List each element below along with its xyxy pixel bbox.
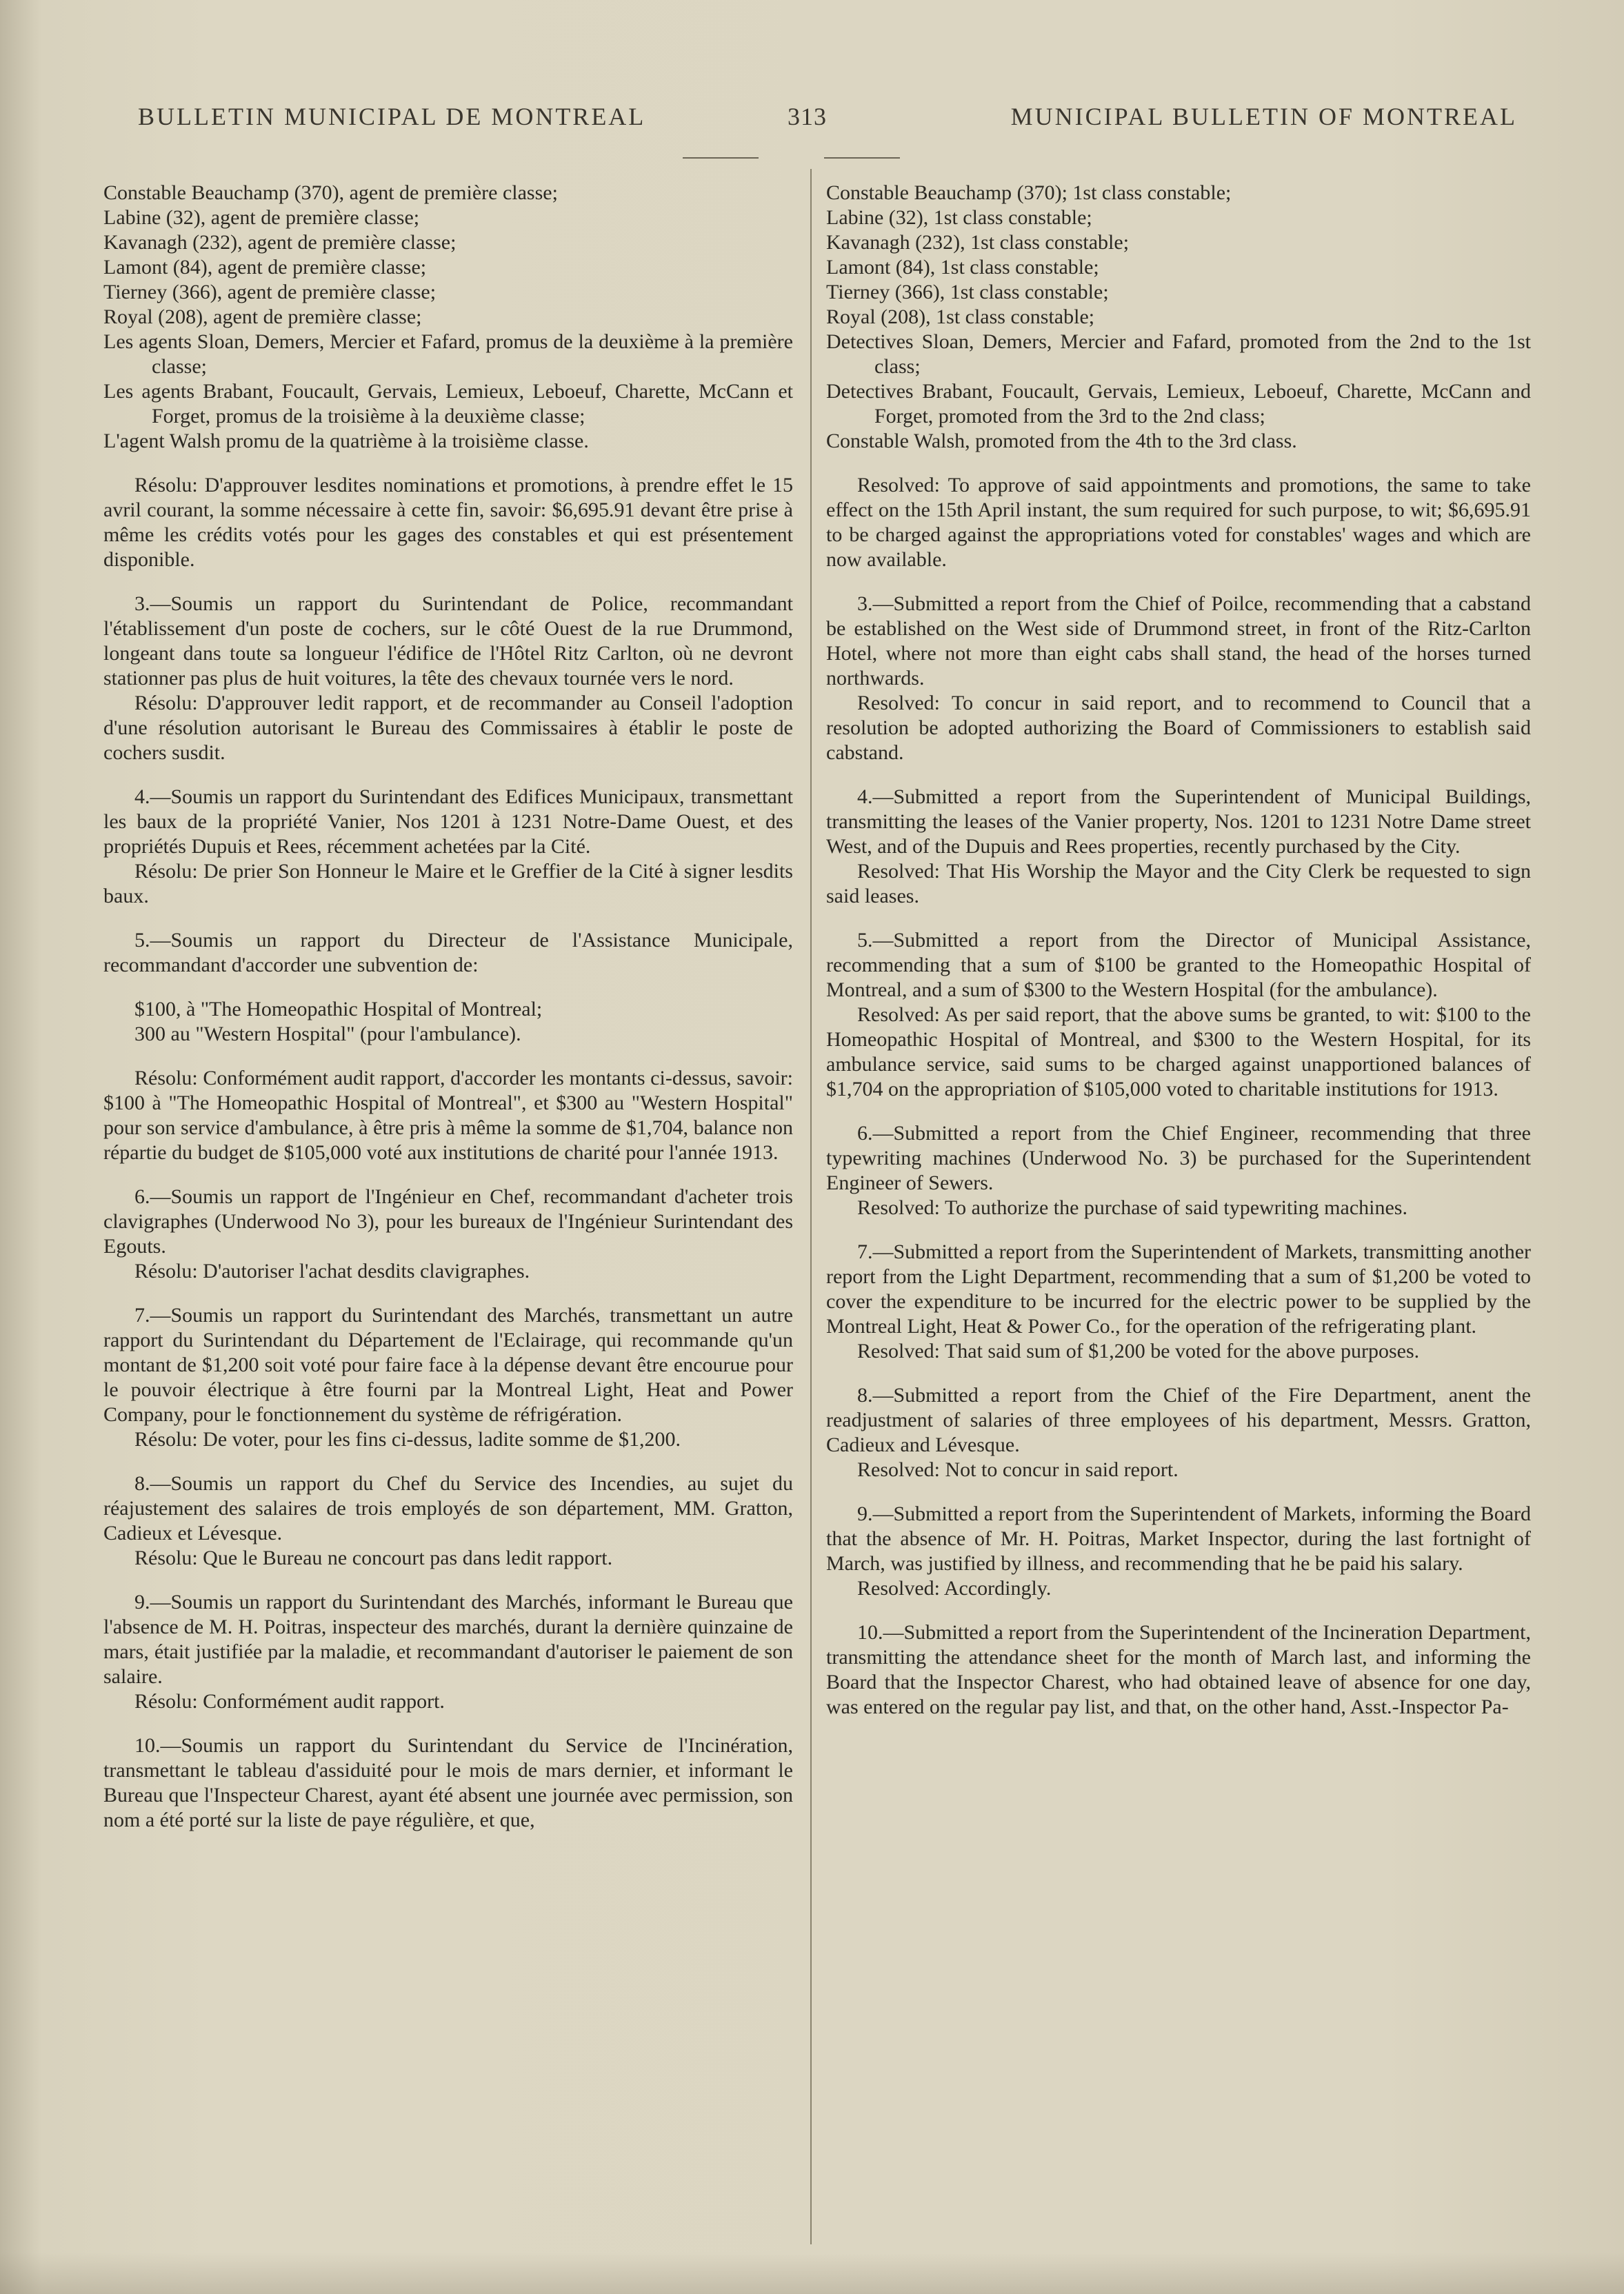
french-paragraph: $100, à "The Homeopathic Hospital of Montreal; [134,998,543,1020]
english-paragraph: Resolved: As per said report, that the above sums be granted, to wit: $100 to the Homeopathic Hospital of Montreal, and $300 to the Western Hospital, for its ambulance service, said sums to be charged against unapportioned balances of $1,704 on the appropriation of $105,000 voted to charitable institutions for 1913. [826,1003,1531,1100]
french-paragraph: 6.—Soumis un rapport de l'Ingénieur en Chef, recommandant d'acheter trois clavigraphes (Underwood No 3), pour les bureaux de l'Ingénieur Surintendant des Egouts. [103,1185,793,1258]
french-spacer [103,1284,793,1303]
french-paragraph: Les agents Sloan, Demers, Mercier et Fafard, promus de la deuxième à la première classe; [103,330,793,378]
english-paragraph: 3.—Submitted a report from the Chief of Poilce, recommending that a cabstand be established on the West side of Drummond street, in front of the Ritz-Carlton Hotel, where not more than eight cabs shall stand, the head of the horses turned northwards. [826,592,1531,690]
french-paragraph: 9.—Soumis un rapport du Surintendant des Marchés, informant le Bureau que l'absence de M. H. Poitras, inspecteur des marchés, durant la dernière quinzaine de mars, était justifiée par la maladie, et recommandant d'autoriser le paiement de son salaire. [103,1591,793,1688]
english-spacer [826,1220,1531,1240]
english-spacer [826,1364,1531,1383]
english-paragraph: 9.—Submitted a report from the Superintendent of Markets, informing the Board that the absence of Mr. H. Poitras, Market Inspector, during the last fortnight of March, was justified by illness, and recommending that he be paid his salary. [826,1502,1531,1575]
english-paragraph: Constable Beauchamp (370); 1st class constable; [826,181,1232,204]
french-spacer [103,572,793,592]
french-spacer [103,1571,793,1590]
french-column [103,181,793,1833]
french-paragraph: Résolu: Conformément audit rapport, d'accorder les montants ci-dessus, savoir: $100 à "The Homeopathic Hospital of Montreal", et $300 au "Western Hospital" pour son service d'ambulance, à être pris à même la somme de $1,704, balance non répartie du budget de $105,000 voté aux institutions de charité pour l'année 1913. [103,1067,793,1164]
english-spacer [826,1601,1531,1620]
header-french-title: BULLETIN MUNICIPAL DE MONTREAL [138,103,646,130]
english-paragraph: Tierney (366), 1st class constable; [826,281,1109,303]
page-bottom-edge [0,2253,1624,2294]
french-paragraph: Résolu: D'autoriser l'achat desdits clavigraphes. [134,1260,530,1282]
french-paragraph: Résolu: De voter, pour les fins ci-dessus, ladite somme de $1,200. [134,1428,681,1451]
french-paragraph: 10.—Soumis un rapport du Surintendant du Service de l'Incinération, transmettant le tableau d'assiduité pour le mois de mars dernier, et informant le Bureau que l'Inspecteur Charest, ayant été absent une journée avec permission, son nom a été porté sur la liste de paye régulière, et que, [103,1734,793,1831]
header-english-title: MUNICIPAL BULLETIN OF MONTREAL [1010,103,1517,130]
french-paragraph: Résolu: Conformément audit rapport. [134,1690,445,1713]
french-paragraph: Labine (32), agent de première classe; [103,206,420,229]
french-paragraph: Royal (208), agent de première classe; [103,305,422,328]
english-paragraph: Labine (32), 1st class constable; [826,206,1092,229]
column-divider [810,169,812,2244]
french-spacer [103,454,793,473]
french-paragraph: Tierney (366), agent de première classe; [103,281,437,303]
french-paragraph: Lamont (84), agent de première classe; [103,256,427,279]
french-paragraph: 8.—Soumis un rapport du Chef du Service des Incendies, au sujet du réajustement des salaires de trois employés de son département, MM. Gratton, Cadieux et Lévesque. [103,1472,793,1545]
english-column [826,181,1531,1720]
french-paragraph: Résolu: De prier Son Honneur le Maire et le Greffier de la Cité à signer lesdits baux. [103,860,793,907]
english-paragraph: Resolved: To approve of said appointments and promotions, the same to take effect on the 15th April instant, the sum required for such purpose, to wit; $6,695.91 to be charged against the appropriations voted for constables' wages and which are now available. [826,474,1531,571]
english-paragraph: Resolved: Accordingly. [857,1577,1052,1600]
french-spacer [103,1714,793,1733]
english-paragraph: Resolved: To concur in said report, and to recommend to Council that a resolution be adopted authorizing the Board of Commissioners to establish said cabstand. [826,692,1531,764]
english-paragraph: Resolved: That said sum of $1,200 be voted for the above purposes. [857,1340,1420,1362]
english-paragraph: 10.—Submitted a report from the Superintendent of the Incineration Department, transmitting the attendance sheet for the month of March last, and informing the Board that the Inspector Charest, who had obtained leave of absence for one day, was entered on the regular pay list, and that, on the other hand, Asst.-Inspector Pa- [826,1621,1531,1718]
english-paragraph: Constable Walsh, promoted from the 4th to the 3rd class. [826,430,1297,452]
header-rule-right [824,157,900,159]
french-spacer [103,1452,793,1471]
header-rule-left [683,157,759,159]
french-paragraph: Résolu: D'approuver lesdites nominations et promotions, à prendre effet le 15 avril courant, la somme nécessaire à cette fin, savoir: $6,695.91 devant être prise à même les crédits votés pour les gages des constables et qui est présentement disponible. [103,474,793,571]
french-spacer [103,978,793,997]
english-paragraph: Detectives Brabant, Foucault, Gervais, Lemieux, Leboeuf, Charette, McCann and Forget, promoted from the 3rd to the 2nd class; [826,380,1531,427]
english-paragraph: 5.—Submitted a report from the Director of Municipal Assistance, recommending that a sum of $100 be granted to the Homeopathic Hospital of Montreal, and a sum of $300 to the Western Hospital (for the ambulance). [826,929,1531,1001]
french-paragraph: 3.—Soumis un rapport du Surintendant de Police, recommandant l'établissement d'un poste de cochers, sur le côté Ouest de la rue Drummond, longeant dans toute sa longueur l'édifice de l'Hôtel Ritz Carlton, où ne devront stationner pas plus de huit voitures, la tête des chevaux tournée vers le nord. [103,592,793,690]
french-spacer [103,1047,793,1066]
french-paragraph: 5.—Soumis un rapport du Directeur de l'Assistance Municipale, recommandant d'accorder une subvention de: [103,929,793,976]
english-spacer [826,572,1531,592]
french-paragraph: Constable Beauchamp (370), agent de première classe; [103,181,558,204]
page-number: 313 [788,103,827,130]
french-paragraph: 4.—Soumis un rapport du Surintendant des Edifices Municipaux, transmettant les baux de la propriété Vanier, Nos 1201 à 1231 Notre-Dame Ouest, et des propriétés Dupuis et Rees, récemment achetées par la Cité. [103,785,793,858]
french-paragraph: 7.—Soumis un rapport du Surintendant des Marchés, transmettant un autre rapport du Surintendant du Département de l'Eclairage, qui recommande qu'un montant de $1,200 soit voté pour faire face à la dépense devant être encourue pour le pouvoir électrique à être fourni par la Montreal Light, Heat and Power Company, pour le fonctionnement du système de réfrigération. [103,1304,793,1426]
english-paragraph: Lamont (84), 1st class constable; [826,256,1099,279]
english-paragraph: Kavanagh (232), 1st class constable; [826,231,1130,254]
english-spacer [826,454,1531,473]
running-header [138,102,1517,137]
french-paragraph: 300 au "Western Hospital" (pour l'ambulance). [134,1023,521,1045]
french-spacer [103,909,793,928]
english-spacer [826,1102,1531,1121]
english-spacer [826,1482,1531,1502]
english-paragraph: 6.—Submitted a report from the Chief Engineer, recommending that three typewriting machines (Underwood No. 3) be purchased for the Superintendent Engineer of Sewers. [826,1122,1531,1194]
english-paragraph: 7.—Submitted a report from the Superintendent of Markets, transmitting another report from the Light Department, recommending that a sum of $1,200 be voted to cover the expenditure to be incurred for the electric power to be supplied by the Montreal Light, Heat & Power Co., for the operation of the refrigerating plant. [826,1240,1531,1338]
french-paragraph: Kavanagh (232), agent de première classe; [103,231,457,254]
english-paragraph: Detectives Sloan, Demers, Mercier and Fafard, promoted from the 2nd to the 1st class; [826,330,1531,378]
english-spacer [826,909,1531,928]
english-paragraph: Resolved: That His Worship the Mayor and the City Clerk be requested to sign said leases. [826,860,1531,907]
english-paragraph: 8.—Submitted a report from the Chief of the Fire Department, anent the readjustment of salaries of three employees of his department, Messrs. Gratton, Cadieux and Lévesque. [826,1384,1531,1456]
french-paragraph: Les agents Brabant, Foucault, Gervais, Lemieux, Leboeuf, Charette, McCann et Forget, promus de la troisième à la deuxième classe; [103,380,793,427]
english-paragraph: 4.—Submitted a report from the Superintendent of Municipal Buildings, transmitting the leases of the Vanier property, Nos. 1201 to 1231 Notre Dame street West, and of the Dupuis and Rees properties, recently purchased by the City. [826,785,1531,858]
french-paragraph: Résolu: Que le Bureau ne concourt pas dans ledit rapport. [134,1547,613,1569]
english-paragraph: Resolved: To authorize the purchase of said typewriting machines. [857,1196,1407,1219]
french-spacer [103,1165,793,1185]
english-spacer [826,765,1531,785]
english-paragraph: Royal (208), 1st class constable; [826,305,1095,328]
english-paragraph: Resolved: Not to concur in said report. [857,1458,1179,1481]
french-paragraph: Résolu: D'approuver ledit rapport, et de recommander au Conseil l'adoption d'une résolution autorisant le Bureau des Commissaires à établir le poste de cochers susdit. [103,692,793,764]
french-spacer [103,765,793,785]
french-paragraph: L'agent Walsh promu de la quatrième à la troisième classe. [103,430,589,452]
